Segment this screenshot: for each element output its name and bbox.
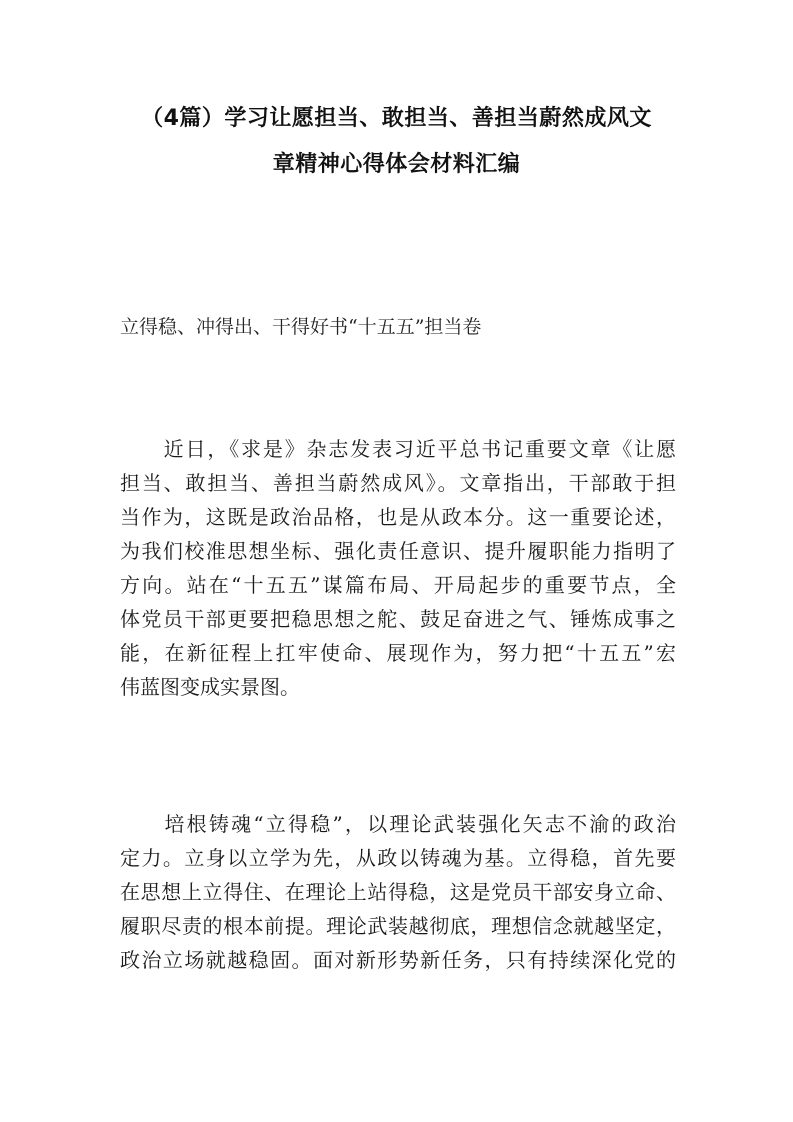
paragraph-line: 在思想上立得住、在理论上站得稳，这是党员干部安身立命、 — [120, 880, 676, 904]
body-paragraph — [120, 432, 676, 704]
paragraph-line: 定力。立身以立学为先，从政以铸魂为基。立得稳，首先要 — [120, 846, 676, 870]
paragraph-line: 政治立场就越稳固。面对新形势新任务，只有持续深化党的 — [120, 948, 676, 972]
body-paragraph — [120, 807, 676, 977]
paragraph-line: 能，在新征程上扛牢使命、展现作为，努力把“十五五”宏 — [120, 641, 676, 665]
section-subtitle: 立得稳、冲得出、干得好书“十五五”担当卷 — [120, 316, 482, 338]
paragraph-line: 为我们校准思想坐标、强化责任意识、提升履职能力指明了 — [120, 539, 676, 563]
document-title — [100, 96, 693, 188]
paragraph-line: 体党员干部更要把稳思想之舵、鼓足奋进之气、锤炼成事之 — [120, 607, 676, 631]
paragraph-line: 当作为，这既是政治品格，也是从政本分。这一重要论述， — [120, 505, 676, 529]
paragraph-line: 伟蓝图变成实景图。 — [120, 675, 300, 699]
document-title-line: 章精神心得体会材料汇编 — [272, 152, 521, 177]
paragraph-line: 培根铸魂“立得稳”，以理论武装强化矢志不渝的政治 — [120, 812, 676, 836]
paragraph-line: 履职尽责的根本前提。理论武装越彻底，理想信念就越坚定， — [120, 914, 676, 938]
paragraph-line: 方向。站在“十五五”谋篇布局、开局起步的重要节点，全 — [120, 573, 676, 597]
paragraph-line: 担当、敢担当、善担当蔚然成风》。文章指出，干部敢于担 — [120, 471, 676, 495]
paragraph-line: 近日，《求是》杂志发表习近平总书记重要文章《让愿 — [120, 437, 676, 461]
document-title-line: （4篇）学习让愿担当、敢担当、善担当蔚然成风文 — [141, 106, 652, 131]
